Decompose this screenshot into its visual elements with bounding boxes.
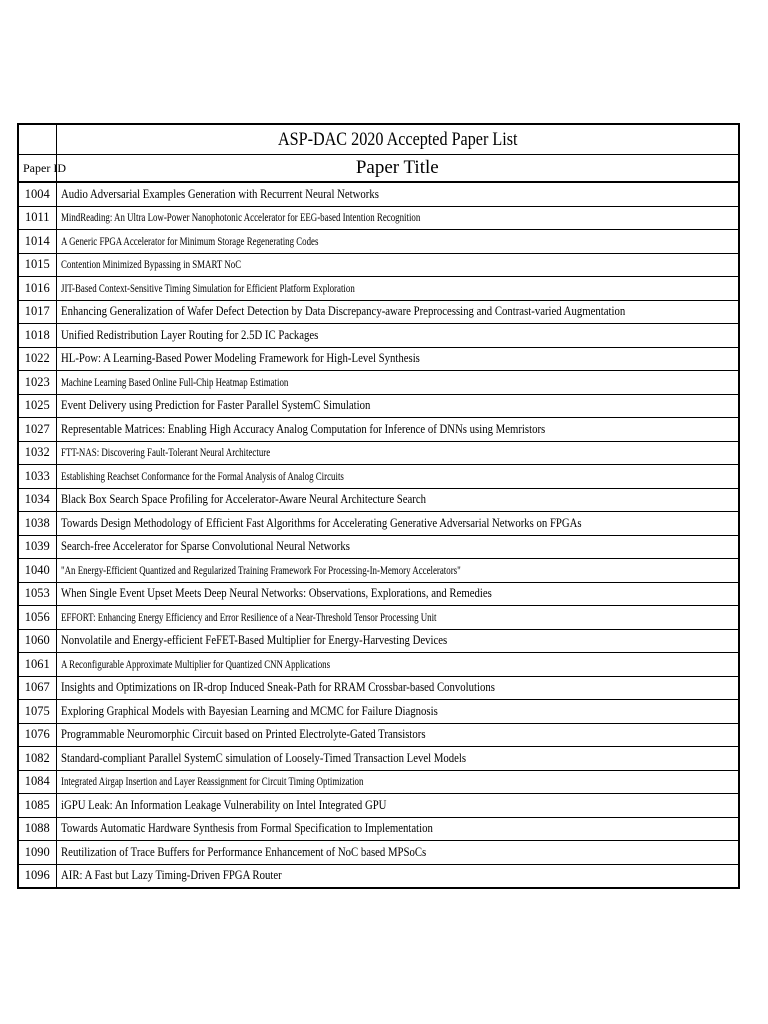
table-row [18, 347, 739, 371]
paper-title-cell [56, 394, 739, 418]
paper-id-cell: 1039 [18, 535, 56, 559]
paper-title-cell [56, 324, 739, 348]
paper-title-cell [56, 441, 739, 465]
title-cell [56, 124, 739, 155]
paper-title-text: Nonvolatile and Energy-efficient FeFET-Based Multiplier for Energy-Harvesting Devices [60, 633, 447, 648]
paper-title-text: Integrated Airgap Insertion and Layer Reassignment for Circuit Timing Optimization [60, 774, 363, 789]
paper-title-text: Machine Learning Based Online Full-Chip Heatmap Estimation [60, 374, 288, 389]
paper-id-cell: 1088 [18, 817, 56, 841]
paper-title-text: Enhancing Generalization of Wafer Defect Detection by Data Discrepancy-aware Preprocessing and Contrast-varied Augmentation [60, 304, 625, 319]
paper-title-text: Unified Redistribution Layer Routing for 2.5D IC Packages [60, 327, 318, 342]
title-blank-cell [18, 124, 56, 155]
paper-title-cell [56, 559, 739, 583]
paper-title-cell [56, 629, 739, 653]
paper-title-text: A Generic FPGA Accelerator for Minimum Storage Regenerating Codes [60, 233, 318, 248]
paper-id-cell: 1085 [18, 794, 56, 818]
paper-id-cell: 1034 [18, 488, 56, 512]
paper-id-cell: 1025 [18, 394, 56, 418]
paper-title-text: A Reconfigurable Approximate Multiplier for Quantized CNN Applications [60, 656, 330, 671]
paper-title-text: Exploring Graphical Models with Bayesian Learning and MCMC for Failure Diagnosis [60, 703, 438, 718]
paper-title-text: JIT-Based Context-Sensitive Timing Simulation for Efficient Platform Exploration [60, 280, 355, 295]
paper-title-text: Event Delivery using Prediction for Faster Parallel SystemC Simulation [60, 398, 370, 413]
paper-id-cell: 1075 [18, 700, 56, 724]
paper-title-cell [56, 747, 739, 771]
table-row [18, 512, 739, 536]
paper-title-text: When Single Event Upset Meets Deep Neural Networks: Observations, Explorations, and Remedies [60, 586, 492, 601]
paper-title-text: Reutilization of Trace Buffers for Performance Enhancement of NoC based MPSoCs [60, 844, 426, 859]
paper-id-cell: 1084 [18, 770, 56, 794]
paper-title-text: Standard-compliant Parallel SystemC simulation of Loosely-Timed Transaction Level Models [60, 750, 466, 765]
paper-title-cell [56, 723, 739, 747]
paper-title-cell [56, 488, 739, 512]
paper-title-text: Towards Automatic Hardware Synthesis from Formal Specification to Implementation [60, 821, 433, 836]
table-row [18, 253, 739, 277]
table-row [18, 300, 739, 324]
table-row [18, 629, 739, 653]
document-title: ASP-DAC 2020 Accepted Paper List [277, 128, 518, 150]
table-row [18, 770, 739, 794]
paper-title-cell [56, 182, 739, 206]
table-row [18, 559, 739, 583]
paper-id-cell: 1061 [18, 653, 56, 677]
paper-id-cell: 1027 [18, 418, 56, 442]
table-row [18, 371, 739, 395]
paper-id-cell: 1032 [18, 441, 56, 465]
paper-title-text: Insights and Optimizations on IR-drop Induced Sneak-Path for RRAM Crossbar-based Convolutions [60, 680, 495, 695]
paper-title-cell [56, 277, 739, 301]
paper-title-cell [56, 700, 739, 724]
paper-title-text: HL-Pow: A Learning-Based Power Modeling Framework for High-Level Synthesis [60, 351, 420, 366]
table-row [18, 606, 739, 630]
paper-id-cell: 1040 [18, 559, 56, 583]
paper-title-text: Representable Matrices: Enabling High Accuracy Analog Computation for Inference of DNNs using Memristors [60, 421, 545, 436]
paper-title-text: MindReading: An Ultra Low-Power Nanophotonic Accelerator for EEG-based Intention Recognition [60, 210, 420, 225]
paper-title-cell [56, 864, 739, 888]
paper-title-cell [56, 582, 739, 606]
paper-title-text: Programmable Neuromorphic Circuit based on Printed Electrolyte-Gated Transistors [60, 727, 426, 742]
table-row [18, 676, 739, 700]
paper-title-text: FTT-NAS: Discovering Fault-Tolerant Neural Architecture [60, 445, 270, 460]
table-row [18, 394, 739, 418]
paper-title-text: "An Energy-Efficient Quantized and Regularized Training Framework For Processing-In-Memory Accelerators" [60, 562, 461, 577]
paper-id-cell: 1017 [18, 300, 56, 324]
table-row [18, 277, 739, 301]
table-row [18, 700, 739, 724]
table-row [18, 653, 739, 677]
paper-title-cell [56, 535, 739, 559]
paper-id-cell: 1082 [18, 747, 56, 771]
paper-title-cell [56, 512, 739, 536]
paper-id-cell: 1014 [18, 230, 56, 254]
paper-title-cell [56, 230, 739, 254]
paper-title-cell [56, 418, 739, 442]
paper-title-cell [56, 676, 739, 700]
paper-id-cell: 1022 [18, 347, 56, 371]
paper-title-cell [56, 347, 739, 371]
table-row [18, 841, 739, 865]
paper-id-cell: 1015 [18, 253, 56, 277]
paper-id-cell: 1090 [18, 841, 56, 865]
table-row [18, 324, 739, 348]
paper-title-cell [56, 841, 739, 865]
paper-id-cell: 1016 [18, 277, 56, 301]
title-row [18, 124, 739, 155]
paper-id-cell: 1067 [18, 676, 56, 700]
table-row [18, 418, 739, 442]
table-row [18, 817, 739, 841]
paper-title-text: Contention Minimized Bypassing in SMART NoC [60, 257, 241, 272]
header-paper-id: Paper ID [18, 155, 56, 183]
paper-title-cell [56, 253, 739, 277]
header-row [18, 155, 739, 183]
table-row [18, 230, 739, 254]
paper-title-cell [56, 794, 739, 818]
paper-title-cell [56, 465, 739, 489]
paper-title-cell [56, 206, 739, 230]
paper-title-cell [56, 300, 739, 324]
paper-id-cell: 1018 [18, 324, 56, 348]
paper-title-text: iGPU Leak: An Information Leakage Vulnerability on Intel Integrated GPU [60, 797, 386, 812]
table-row [18, 488, 739, 512]
table-row [18, 747, 739, 771]
paper-title-text: Establishing Reachset Conformance for the Formal Analysis of Analog Circuits [60, 468, 344, 483]
table-row [18, 723, 739, 747]
paper-list-table [17, 123, 740, 889]
table-row [18, 535, 739, 559]
paper-title-cell [56, 371, 739, 395]
paper-title-text: Black Box Search Space Profiling for Accelerator-Aware Neural Architecture Search [60, 492, 426, 507]
paper-title-text: Search-free Accelerator for Sparse Convolutional Neural Networks [60, 539, 350, 554]
paper-id-cell: 1038 [18, 512, 56, 536]
table-row [18, 864, 739, 888]
table-row [18, 441, 739, 465]
paper-title-text: AIR: A Fast but Lazy Timing-Driven FPGA Router [60, 868, 282, 883]
paper-id-cell: 1096 [18, 864, 56, 888]
paper-id-cell: 1011 [18, 206, 56, 230]
paper-title-cell [56, 606, 739, 630]
paper-id-cell: 1033 [18, 465, 56, 489]
table-row [18, 794, 739, 818]
paper-title-text: EFFORT: Enhancing Energy Efficiency and Error Resilience of a Near-Threshold Tensor Processing Unit [60, 609, 437, 624]
table-row [18, 582, 739, 606]
paper-title-cell [56, 817, 739, 841]
paper-id-cell: 1056 [18, 606, 56, 630]
paper-id-cell: 1004 [18, 182, 56, 206]
paper-title-text: Audio Adversarial Examples Generation with Recurrent Neural Networks [60, 186, 379, 201]
paper-id-cell: 1023 [18, 371, 56, 395]
paper-id-cell: 1060 [18, 629, 56, 653]
table-body [18, 182, 739, 888]
paper-title-text: Towards Design Methodology of Efficient Fast Algorithms for Accelerating Generative Adversarial Networks on FPGAs [60, 515, 582, 530]
paper-id-cell: 1053 [18, 582, 56, 606]
table-row [18, 206, 739, 230]
paper-id-cell: 1076 [18, 723, 56, 747]
paper-title-cell [56, 653, 739, 677]
table-row [18, 465, 739, 489]
paper-title-cell [56, 770, 739, 794]
table-row [18, 182, 739, 206]
header-paper-title: Paper Title [56, 155, 739, 183]
